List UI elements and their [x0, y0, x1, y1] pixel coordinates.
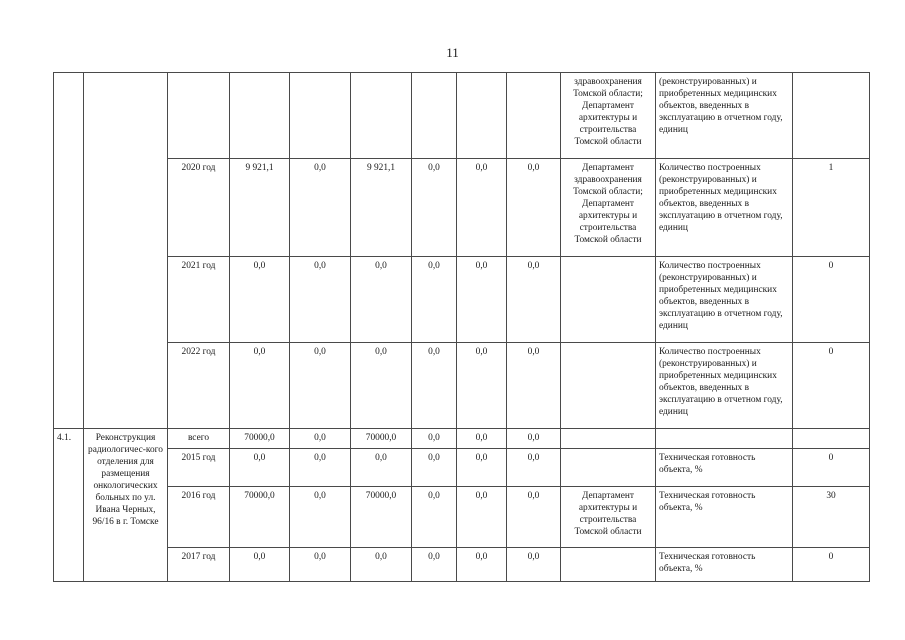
year-cell: 2015 год — [168, 449, 230, 487]
target-cell: 1 — [793, 159, 870, 257]
value-cell: 0,0 — [412, 257, 457, 343]
target-cell — [793, 73, 870, 159]
executor-cell — [561, 548, 656, 582]
value-cell: 0,0 — [290, 429, 351, 449]
indicator-cell: Техническая готовность объекта, % — [656, 548, 793, 582]
table-row — [54, 548, 870, 582]
table-row — [54, 73, 870, 159]
executor-cell — [561, 343, 656, 429]
value-cell: 0,0 — [351, 257, 412, 343]
total-value-cell: 0,0 — [230, 449, 290, 487]
program-table — [53, 72, 870, 582]
total-value-cell: 70000,0 — [230, 429, 290, 449]
year-cell: 2021 год — [168, 257, 230, 343]
value-cell: 0,0 — [290, 257, 351, 343]
executor-cell: Департамент здравоохранения Томской области; Департамент архитектуры и строительства Томской области — [561, 159, 656, 257]
executor-cell: Департамент архитектуры и строительства Томской области — [561, 487, 656, 548]
target-cell: 0 — [793, 343, 870, 429]
target-cell: 30 — [793, 487, 870, 548]
executor-cell — [561, 449, 656, 487]
year-cell: 2016 год — [168, 487, 230, 548]
value-cell: 0,0 — [457, 548, 507, 582]
indicator-cell — [656, 429, 793, 449]
executor-cell — [561, 257, 656, 343]
table-row — [54, 343, 870, 429]
value-cell: 0,0 — [412, 449, 457, 487]
item-name-cell: Реконструкция радиологичес-кого отделения для размещения онкологических больных по ул. Ивана Черных, 96/16 в г. Томске — [84, 429, 168, 582]
value-cell: 0,0 — [507, 257, 561, 343]
total-value-cell: 0,0 — [230, 343, 290, 429]
value-cell: 0,0 — [507, 548, 561, 582]
value-cell: 0,0 — [457, 257, 507, 343]
value-cell: 0,0 — [290, 487, 351, 548]
executor-cell — [561, 429, 656, 449]
indicator-cell: (реконструированных) и приобретенных медицинских объектов, введенных в эксплуатацию в отчетном году, единиц — [656, 73, 793, 159]
value-cell: 0,0 — [507, 343, 561, 429]
table-row — [54, 159, 870, 257]
value-cell: 0,0 — [457, 449, 507, 487]
table-row — [54, 429, 870, 449]
indicator-cell: Количество построенных (реконструированных) и приобретенных медицинских объектов, введенных в эксплуатацию в отчетном году, единиц — [656, 343, 793, 429]
value-cell: 0,0 — [290, 159, 351, 257]
value-cell: 0,0 — [507, 487, 561, 548]
value-cell: 0,0 — [412, 343, 457, 429]
value-cell: 0,0 — [457, 429, 507, 449]
value-cell: 0,0 — [507, 429, 561, 449]
value-cell: 0,0 — [290, 449, 351, 487]
page-number: 11 — [446, 45, 459, 60]
indicator-cell: Количество построенных (реконструированных) и приобретенных медицинских объектов, введенных в эксплуатацию в отчетном году, единиц — [656, 257, 793, 343]
total-value-cell: 9 921,1 — [230, 159, 290, 257]
indicator-cell: Количество построенных (реконструированных) и приобретенных медицинских объектов, введенных в эксплуатацию в отчетном году, единиц — [656, 159, 793, 257]
value-cell: 0,0 — [412, 548, 457, 582]
total-value-cell: 0,0 — [230, 257, 290, 343]
table-row — [54, 487, 870, 548]
total-value-cell: 70000,0 — [230, 487, 290, 548]
indicator-cell: Техническая готовность объекта, % — [656, 487, 793, 548]
item-name-cell — [84, 73, 168, 429]
value-cell: 70000,0 — [351, 487, 412, 548]
value-cell: 0,0 — [507, 449, 561, 487]
value-cell: 0,0 — [290, 343, 351, 429]
table-row — [54, 257, 870, 343]
target-cell — [793, 429, 870, 449]
value-cell: 70000,0 — [351, 429, 412, 449]
year-cell: всего — [168, 429, 230, 449]
value-cell: 0,0 — [351, 449, 412, 487]
value-cell: 0,0 — [412, 159, 457, 257]
value-cell: 0,0 — [457, 487, 507, 548]
item-number-cell — [54, 73, 84, 429]
value-cell: 0,0 — [457, 159, 507, 257]
value-cell: 0,0 — [351, 548, 412, 582]
value-cell: 0,0 — [412, 429, 457, 449]
item-number-cell: 4.1. — [54, 429, 84, 582]
total-value-cell: 0,0 — [230, 548, 290, 582]
value-cell: 0,0 — [290, 548, 351, 582]
value-cell: 0,0 — [412, 487, 457, 548]
target-cell: 0 — [793, 257, 870, 343]
target-cell: 0 — [793, 449, 870, 487]
year-cell: 2020 год — [168, 159, 230, 257]
value-cell: 0,0 — [351, 343, 412, 429]
table-row — [54, 449, 870, 487]
value-cell: 0,0 — [507, 159, 561, 257]
target-cell: 0 — [793, 548, 870, 582]
year-cell: 2017 год — [168, 548, 230, 582]
value-cell: 0,0 — [457, 343, 507, 429]
executor-cell: здравоохранения Томской области; Департамент архитектуры и строительства Томской области — [561, 73, 656, 159]
value-cell: 9 921,1 — [351, 159, 412, 257]
indicator-cell: Техническая готовность объекта, % — [656, 449, 793, 487]
year-cell: 2022 год — [168, 343, 230, 429]
